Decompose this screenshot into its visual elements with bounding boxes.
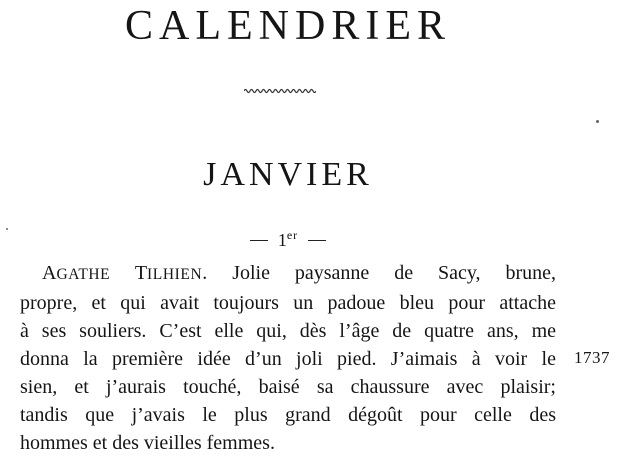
page-title: CALENDRIER (125, 3, 451, 49)
entry-line-4: donna la première idée d’un joli pied. J’aimais à voir le (20, 348, 556, 370)
entry-line-5: sien, et j’aurais touché, baisé sa chaussure avec plaisir; (20, 376, 556, 398)
entry-name-last-rest: ILHIEN (147, 266, 203, 283)
entry-line-6: tandis que j’avais le plus grand dégoût pour celle des (20, 404, 556, 426)
entry-line-3: à ses souliers. C’est elle qui, dès l’âge de quatre ans, me (20, 320, 556, 342)
month-heading: JANVIER (203, 156, 373, 193)
entry-line-1 (20, 260, 556, 288)
entry-line-1-text: . Jolie paysanne de Sacy, brune, (202, 262, 556, 284)
entry-name-last-initial: T (134, 262, 148, 284)
entry-name-first-rest: GATHE (56, 266, 111, 283)
dash-right (308, 240, 326, 241)
margin-year: 1737 (574, 348, 610, 367)
day-suffix: er (286, 228, 299, 242)
paper-speck (596, 120, 599, 123)
ornament-divider (244, 86, 316, 96)
day-heading (0, 222, 576, 253)
paper-speck (6, 228, 8, 230)
entry-line-7: hommes et des vieilles femmes. (20, 432, 275, 454)
entry-line-2: propre, et qui avait toujours un padoue bleu pour attache (20, 292, 556, 314)
entry-name-first-initial: A (42, 262, 57, 284)
dash-left (250, 240, 268, 241)
day-number: 1 (277, 230, 287, 250)
